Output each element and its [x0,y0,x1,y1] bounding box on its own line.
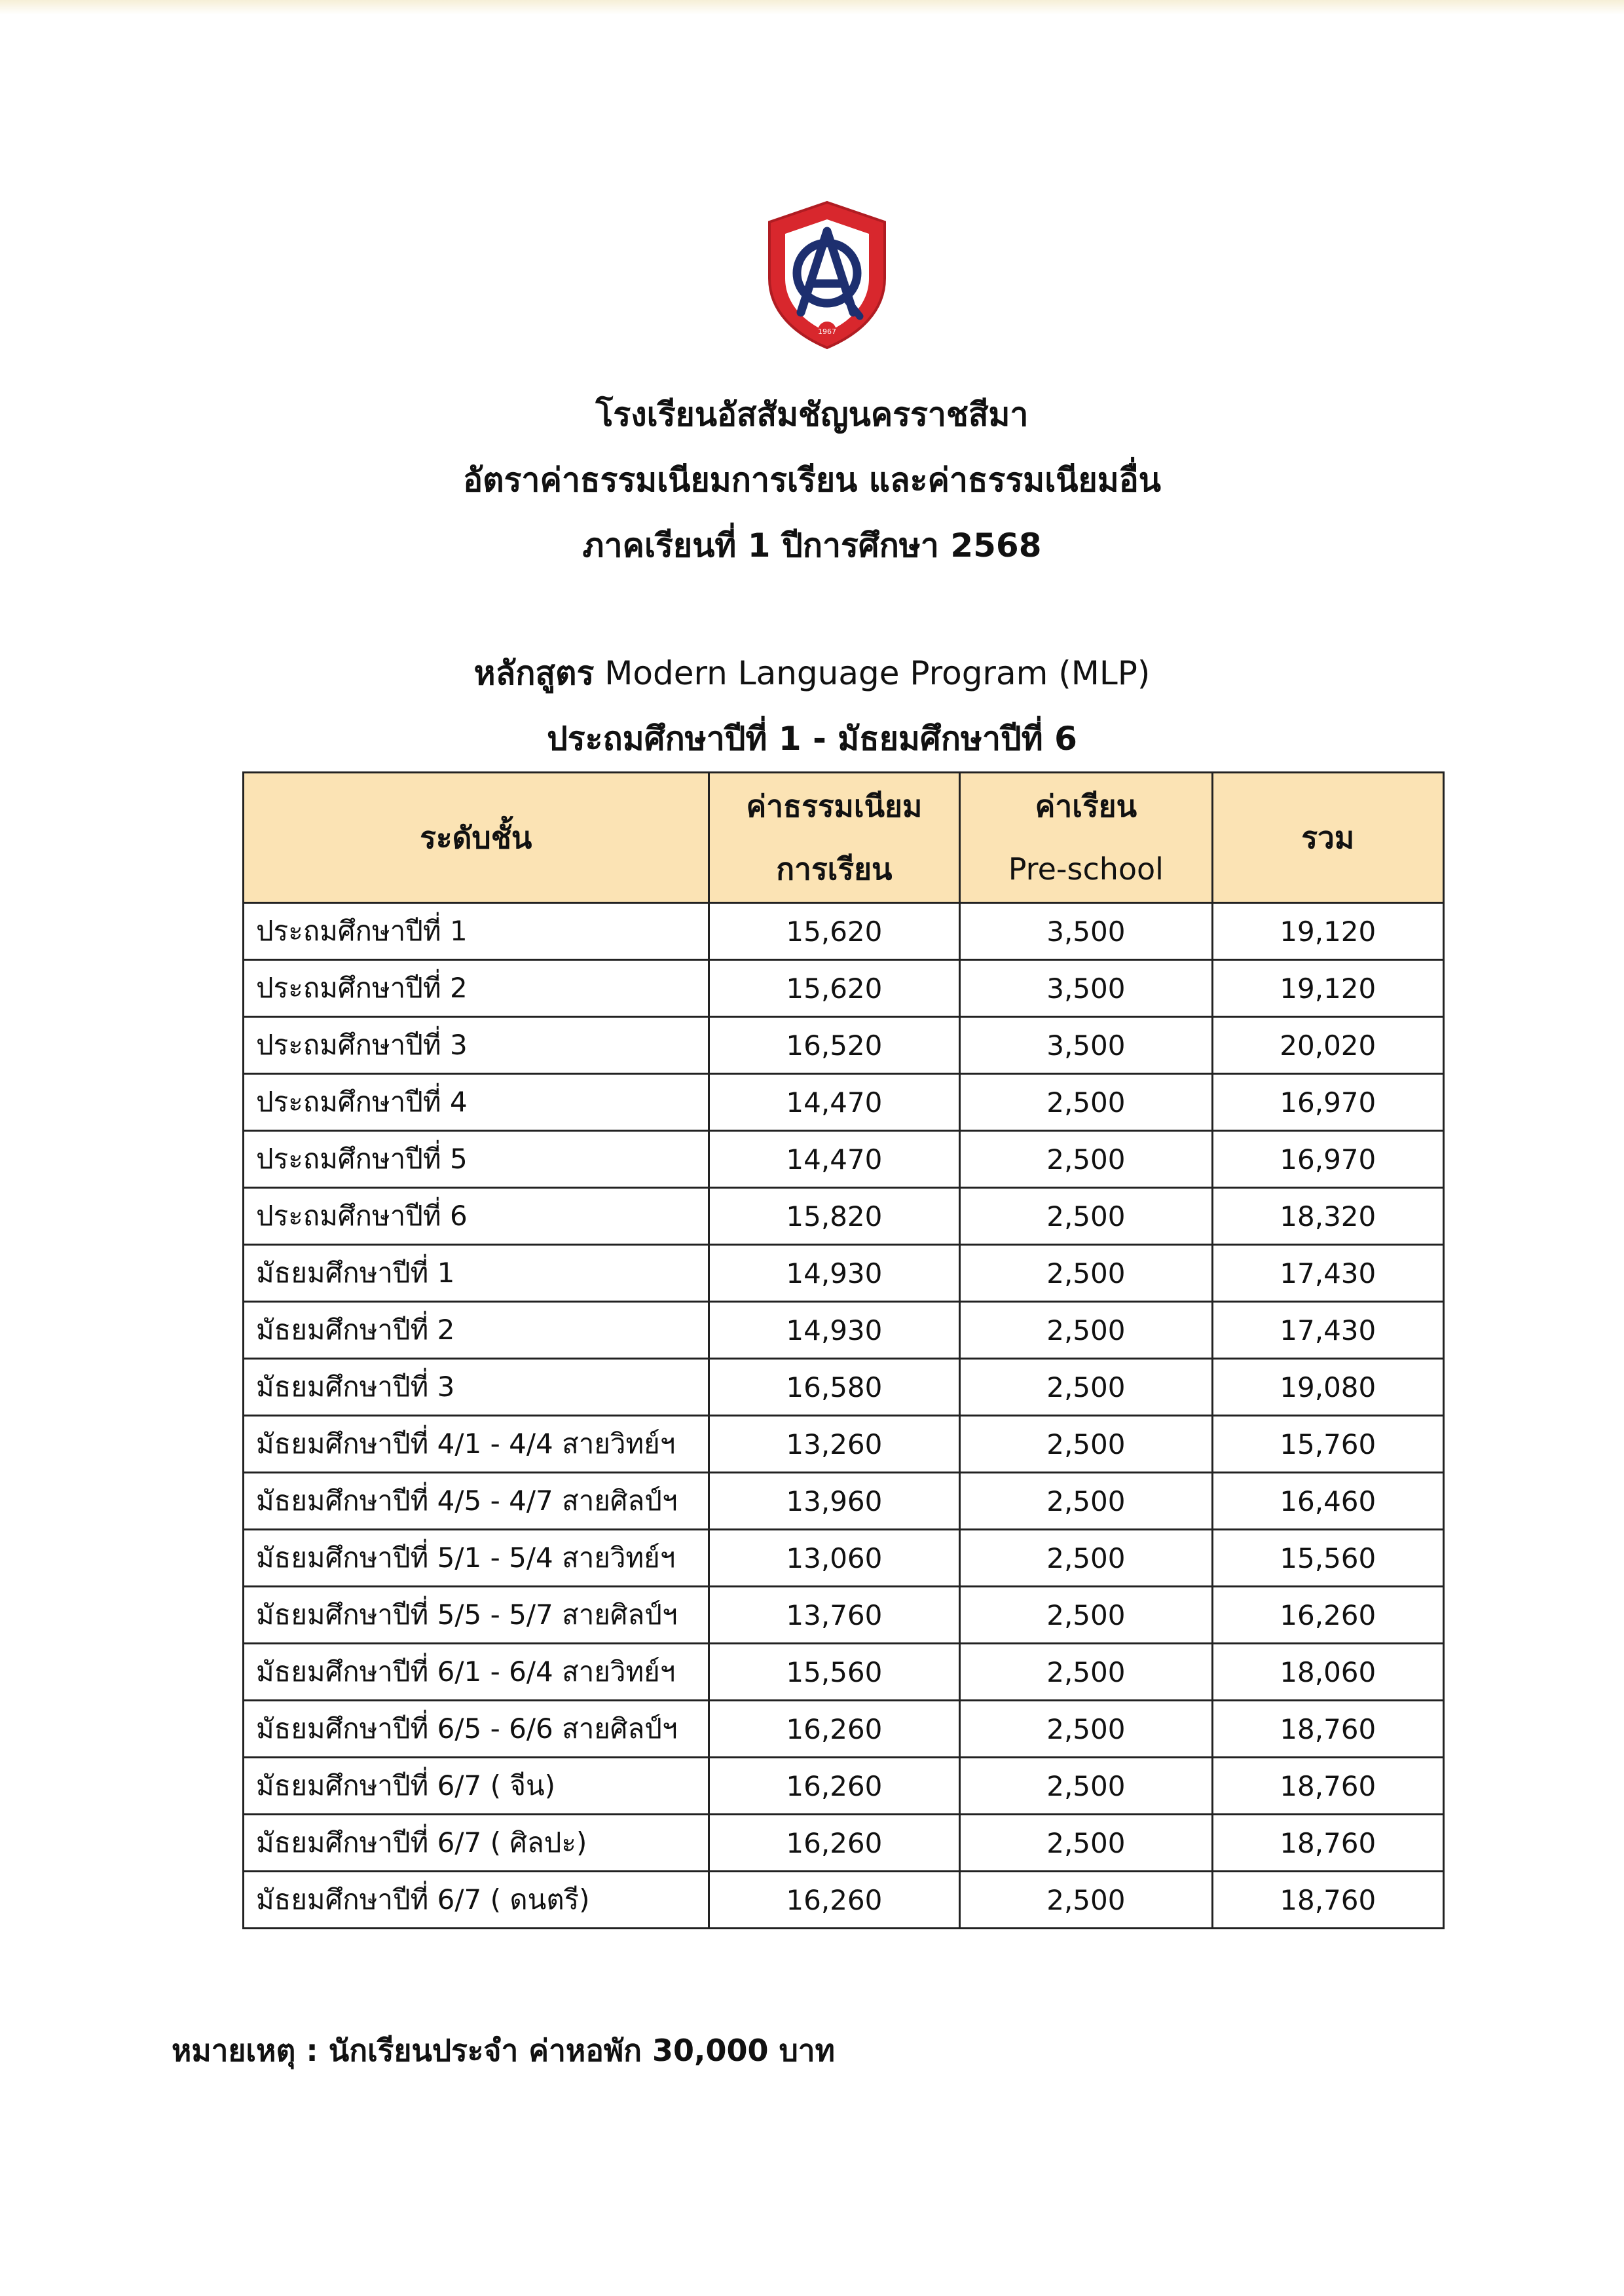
cell-tuition: 16,520 [709,1017,960,1074]
cell-tuition: 14,470 [709,1131,960,1188]
cell-total: 16,460 [1212,1473,1443,1530]
cell-preschool: 2,500 [960,1245,1212,1302]
cell-tuition: 16,260 [709,1758,960,1815]
cell-preschool: 2,500 [960,1473,1212,1530]
cell-preschool: 2,500 [960,1359,1212,1416]
cell-tuition: 16,260 [709,1872,960,1929]
cell-total: 18,760 [1212,1815,1443,1872]
cell-preschool: 2,500 [960,1872,1212,1929]
cell-level: มัธยมศึกษาปีที่ 3 [244,1359,709,1416]
program-name: Modern Language Program (MLP) [604,654,1151,692]
col-header-tuition [709,773,960,903]
cell-tuition: 13,060 [709,1530,960,1587]
table-row [244,1416,1444,1473]
table-header-row [244,773,1444,903]
document-title: อัตราค่าธรรมเนียมการเรียน และค่าธรรมเนียมอื่น [463,461,1161,499]
cell-level: มัธยมศึกษาปีที่ 1 [244,1245,709,1302]
cell-level: ประถมศึกษาปีที่ 3 [244,1017,709,1074]
cell-preschool: 3,500 [960,1017,1212,1074]
col-header-preschool-line1: ค่าเรียน [1035,788,1137,824]
cell-level: มัธยมศึกษาปีที่ 5/5 - 5/7 สายศิลป์ฯ [244,1587,709,1644]
cell-total: 18,320 [1212,1188,1443,1245]
col-header-tuition-line2: การเรียน [776,851,893,887]
cell-total: 17,430 [1212,1302,1443,1359]
table-row [244,1131,1444,1188]
cell-preschool: 2,500 [960,1074,1212,1131]
cell-level: มัธยมศึกษาปีที่ 5/1 - 5/4 สายวิทย์ฯ [244,1530,709,1587]
cell-level: ประถมศึกษาปีที่ 5 [244,1131,709,1188]
cell-tuition: 15,560 [709,1644,960,1701]
cell-preschool: 2,500 [960,1815,1212,1872]
cell-tuition: 13,260 [709,1416,960,1473]
cell-level: มัธยมศึกษาปีที่ 6/7 ( จีน) [244,1758,709,1815]
table-row [244,1701,1444,1758]
cell-total: 18,760 [1212,1701,1443,1758]
cell-preschool: 2,500 [960,1188,1212,1245]
cell-level: มัธยมศึกษาปีที่ 6/7 ( ดนตรี) [244,1872,709,1929]
cell-level: ประถมศึกษาปีที่ 2 [244,960,709,1017]
table-row [244,1530,1444,1587]
cell-tuition: 15,620 [709,960,960,1017]
cell-total: 15,760 [1212,1416,1443,1473]
table-row [244,1074,1444,1131]
cell-total: 15,560 [1212,1530,1443,1587]
col-header-level: ระดับชั้น [244,773,709,903]
table-row [244,1302,1444,1359]
school-name: โรงเรียนอัสสัมชัญนครราชสีมา [595,396,1029,434]
cell-level: มัธยมศึกษาปีที่ 6/5 - 6/6 สายศิลป์ฯ [244,1701,709,1758]
cell-tuition: 14,930 [709,1245,960,1302]
table-row [244,1359,1444,1416]
cell-total: 18,060 [1212,1644,1443,1701]
col-header-preschool [960,773,1212,903]
cell-total: 19,080 [1212,1359,1443,1416]
cell-tuition: 15,820 [709,1188,960,1245]
page-top-edge [0,0,1624,14]
table-row [244,903,1444,960]
table-row [244,1245,1444,1302]
col-header-preschool-line2: Pre-school [1008,851,1164,887]
fee-table [242,771,1445,1929]
cell-tuition: 16,260 [709,1701,960,1758]
table-row [244,960,1444,1017]
cell-total: 18,760 [1212,1758,1443,1815]
table-row [244,1188,1444,1245]
cell-tuition: 15,620 [709,903,960,960]
table-row [244,1587,1444,1644]
cell-total: 19,120 [1212,960,1443,1017]
cell-tuition: 16,580 [709,1359,960,1416]
program-title [0,642,1624,705]
cell-preschool: 2,500 [960,1644,1212,1701]
cell-tuition: 13,960 [709,1473,960,1530]
cell-total: 19,120 [1212,903,1443,960]
cell-tuition: 16,260 [709,1815,960,1872]
cell-preschool: 2,500 [960,1530,1212,1587]
cell-tuition: 14,470 [709,1074,960,1131]
cell-total: 20,020 [1212,1017,1443,1074]
cell-preschool: 2,500 [960,1131,1212,1188]
footnote: หมายเหตุ : นักเรียนประจำ ค่าหอพัก 30,000 บาท [172,2033,835,2068]
program-prefix: หลักสูตร [473,654,595,692]
cell-level: มัธยมศึกษาปีที่ 4/1 - 4/4 สายวิทย์ฯ [244,1416,709,1473]
table-row [244,1815,1444,1872]
table-row [244,1758,1444,1815]
cell-total: 17,430 [1212,1245,1443,1302]
table-row [244,1644,1444,1701]
cell-level: ประถมศึกษาปีที่ 6 [244,1188,709,1245]
school-crest-icon [762,200,893,350]
svg-text:1967: 1967 [818,327,836,336]
cell-tuition: 13,760 [709,1587,960,1644]
program-range: ประถมศึกษาปีที่ 1 - มัธยมศึกษาปีที่ 6 [547,720,1077,758]
cell-tuition: 14,930 [709,1302,960,1359]
cell-level: ประถมศึกษาปีที่ 1 [244,903,709,960]
cell-preschool: 2,500 [960,1587,1212,1644]
col-header-tuition-line1: ค่าธรรมเนียม [746,788,923,824]
cell-level: ประถมศึกษาปีที่ 4 [244,1074,709,1131]
cell-level: มัธยมศึกษาปีที่ 2 [244,1302,709,1359]
table-row [244,1872,1444,1929]
cell-preschool: 3,500 [960,903,1212,960]
cell-preschool: 3,500 [960,960,1212,1017]
cell-preschool: 2,500 [960,1758,1212,1815]
cell-preschool: 2,500 [960,1701,1212,1758]
col-header-total: รวม [1212,773,1443,903]
table-row [244,1017,1444,1074]
cell-level: มัธยมศึกษาปีที่ 6/1 - 6/4 สายวิทย์ฯ [244,1644,709,1701]
cell-total: 18,760 [1212,1872,1443,1929]
cell-preschool: 2,500 [960,1416,1212,1473]
term-year: ภาคเรียนที่ 1 ปีการศึกษา 2568 [582,527,1042,565]
cell-total: 16,970 [1212,1131,1443,1188]
cell-total: 16,970 [1212,1074,1443,1131]
cell-total: 16,260 [1212,1587,1443,1644]
cell-preschool: 2,500 [960,1302,1212,1359]
cell-level: มัธยมศึกษาปีที่ 6/7 ( ศิลปะ) [244,1815,709,1872]
cell-level: มัธยมศึกษาปีที่ 4/5 - 4/7 สายศิลป์ฯ [244,1473,709,1530]
table-row [244,1473,1444,1530]
